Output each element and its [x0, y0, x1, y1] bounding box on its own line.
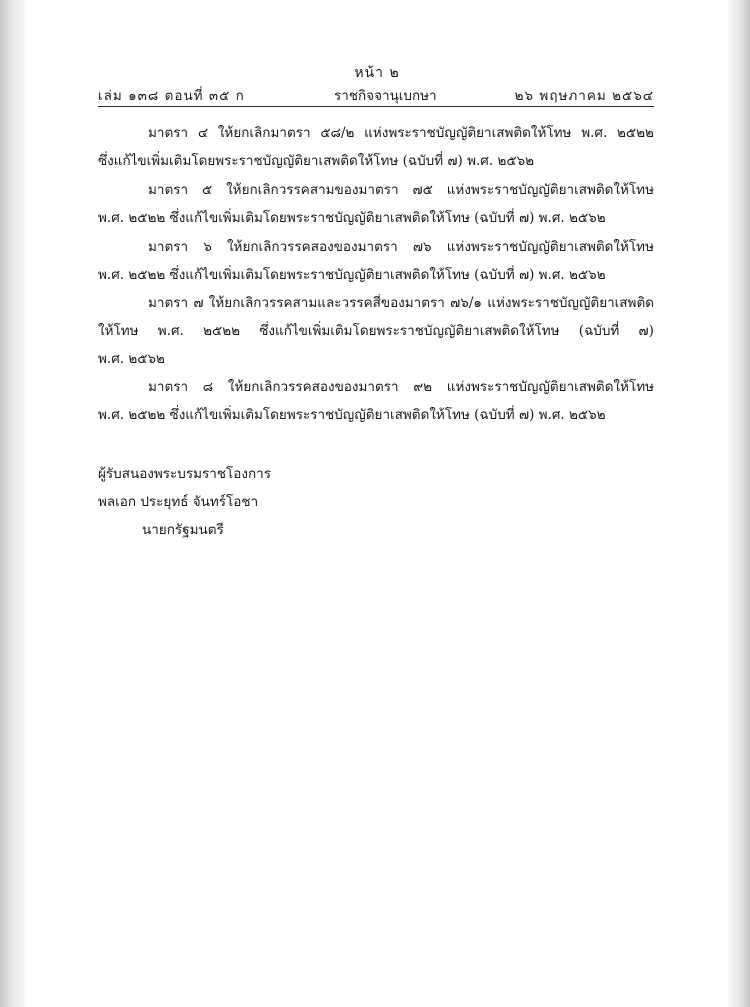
section-5-line-1: มาตรา ๕ ให้ยกเลิกวรรคสามของมาตรา ๗๕ แห่งพระราชบัญญัติยาเสพติดให้โทษ — [148, 182, 654, 198]
section-8-line-2: พ.ศ. ๒๕๒๒ ซึ่งแก้ไขเพิ่มเติมโดยพระราชบัญญัติยาเสพติดให้โทษ (ฉบับที่ ๗) พ.ศ. ๒๕๖๒ — [98, 407, 606, 423]
section-5 — [98, 181, 654, 228]
section-4-line-1: มาตรา ๔ ให้ยกเลิกมาตรา ๕๘/๒ แห่งพระราชบัญญัติยาเสพติดให้โทษ พ.ศ. ๒๕๒๒ — [148, 125, 654, 141]
section-6-line-1: มาตรา ๖ ให้ยกเลิกวรรคสองของมาตรา ๗๖ แห่งพระราชบัญญัติยาเสพติดให้โทษ — [148, 239, 654, 255]
document-page — [26, 0, 728, 1007]
section-7-line-3: พ.ศ. ๒๕๖๒ — [98, 351, 165, 367]
section-8 — [98, 378, 654, 425]
section-7-line-2: ให้โทษ พ.ศ. ๒๕๒๒ ซึ่งแก้ไขเพิ่มเติมโดยพระราชบัญญัติยาเสพติดให้โทษ (ฉบับที่ ๗) — [98, 323, 654, 339]
volume-issue: เล่ม ๑๓๘ ตอนที่ ๓๕ ก — [98, 88, 245, 104]
countersign-line: ผู้รับสนองพระบรมราชโองการ — [98, 466, 271, 482]
section-6-line-2: พ.ศ. ๒๕๒๒ ซึ่งแก้ไขเพิ่มเติมโดยพระราชบัญญัติยาเสพติดให้โทษ (ฉบับที่ ๗) พ.ศ. ๒๕๖๒ — [98, 267, 606, 283]
gazette-header — [98, 84, 654, 107]
section-5-line-2: พ.ศ. ๒๕๒๒ ซึ่งแก้ไขเพิ่มเติมโดยพระราชบัญญัติยาเสพติดให้โทษ (ฉบับที่ ๗) พ.ศ. ๒๕๖๒ — [98, 210, 606, 226]
signatory-name: พลเอก ประยุทธ์ จันทร์โอชา — [98, 494, 259, 510]
page-shadow-right — [728, 0, 750, 1007]
page-shadow-left — [0, 0, 26, 1007]
section-6 — [98, 238, 654, 285]
section-7-line-1: มาตรา ๗ ให้ยกเลิกวรรคสามและวรรคสี่ของมาตรา ๗๖/๑ แห่งพระราชบัญญัติยาเสพติด — [148, 295, 654, 311]
publication-date: ๒๖ พฤษภาคม ๒๕๖๔ — [514, 88, 654, 104]
section-4 — [98, 124, 654, 171]
section-8-line-1: มาตรา ๘ ให้ยกเลิกวรรคสองของมาตรา ๙๒ แห่งพระราชบัญญัติยาเสพติดให้โทษ — [148, 379, 654, 395]
signatory-title: นายกรัฐมนตรี — [142, 522, 224, 538]
section-7 — [98, 294, 654, 369]
section-4-line-2: ซึ่งแก้ไขเพิ่มเติมโดยพระราชบัญญัติยาเสพติดให้โทษ (ฉบับที่ ๗) พ.ศ. ๒๕๖๒ — [98, 153, 535, 169]
publication-name: ราชกิจจานุเบกษา — [334, 88, 437, 104]
page-number: หน้า ๒ — [354, 65, 400, 81]
